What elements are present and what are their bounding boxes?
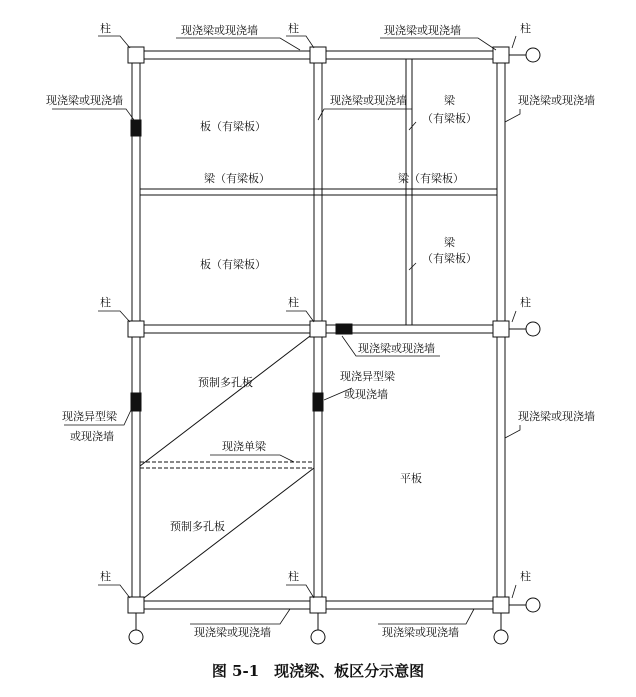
axis-bubble-right-top (509, 48, 540, 62)
axis-bubble-right-bottom (509, 598, 540, 612)
axis-bubble-bottom-right (494, 613, 508, 644)
label-single-beam: 现浇单梁 (222, 440, 266, 453)
column-mm (310, 321, 326, 337)
label-column-bl: 柱 (100, 570, 111, 583)
section-mark-mid-wall (313, 393, 323, 411)
axis-bubble-right-middle (509, 322, 540, 336)
section-mark-mid-beam (336, 324, 352, 334)
label-bottom-beam-left: 现浇梁或现浇墙 (194, 626, 271, 639)
label-beam-right-lower-sub: （有梁板） (422, 252, 477, 265)
label-column-bm: 柱 (288, 570, 299, 583)
label-column-ml: 柱 (100, 296, 111, 309)
label-mid-beam-right: 现浇梁或现浇墙 (358, 342, 435, 355)
label-column-mr: 柱 (520, 296, 531, 309)
label-special-beam-left-sub: 或现浇墙 (70, 430, 114, 443)
label-beam-right-upper: 梁 (444, 94, 455, 107)
axis-bubble-bottom-left (129, 613, 143, 644)
column-bl (128, 597, 144, 613)
secondary-beam-horizontal (140, 189, 497, 195)
figure-caption: 图 5-1 现浇梁、板区分示意图 (211, 662, 425, 680)
label-top-beam-left: 现浇梁或现浇墙 (181, 24, 258, 37)
label-column-mm: 柱 (288, 296, 299, 309)
label-column-tr: 柱 (520, 22, 531, 35)
column-br (493, 597, 509, 613)
label-beam-mid-left: 梁（有梁板） (204, 172, 270, 185)
label-beam-right-lower: 梁 (444, 236, 455, 249)
label-slab-mid-left: 板（有梁板） (200, 258, 266, 271)
column-ml (128, 321, 144, 337)
column-mr (493, 321, 509, 337)
column-bm (310, 597, 326, 613)
label-beam-mid-right: 梁（有梁板） (398, 172, 464, 185)
label-precast-top: 预制多孔板 (198, 376, 253, 389)
label-column-tl: 柱 (100, 22, 111, 35)
single-beam-dashed (140, 462, 314, 468)
axis-bubble-bottom-middle (311, 613, 325, 644)
label-right-wall-bottom: 现浇梁或现浇墙 (518, 410, 595, 423)
column-tl (128, 47, 144, 63)
label-left-wall-top: 现浇梁或现浇墙 (46, 94, 123, 107)
label-bottom-beam-right: 现浇梁或现浇墙 (382, 626, 459, 639)
label-special-beam-left: 现浇异型梁 (62, 410, 117, 423)
label-slab-top-left: 板（有梁板） (200, 120, 266, 133)
label-top-beam-right: 现浇梁或现浇墙 (384, 24, 461, 37)
section-mark-left-bottom (131, 393, 141, 411)
label-precast-bottom: 预制多孔板 (170, 520, 225, 533)
label-special-beam-mid-sub: 或现浇墙 (344, 388, 388, 401)
section-mark-left-top (131, 120, 141, 136)
label-column-tm: 柱 (288, 22, 299, 35)
column-tm (310, 47, 326, 63)
label-beam-right-upper-sub: （有梁板） (422, 112, 477, 125)
label-flat-slab: 平板 (400, 472, 422, 485)
label-special-beam-mid: 现浇异型梁 (340, 370, 395, 383)
label-mid-wall-top: 现浇梁或现浇墙 (330, 94, 407, 107)
label-right-wall-top: 现浇梁或现浇墙 (518, 94, 595, 107)
label-column-br: 柱 (520, 570, 531, 583)
